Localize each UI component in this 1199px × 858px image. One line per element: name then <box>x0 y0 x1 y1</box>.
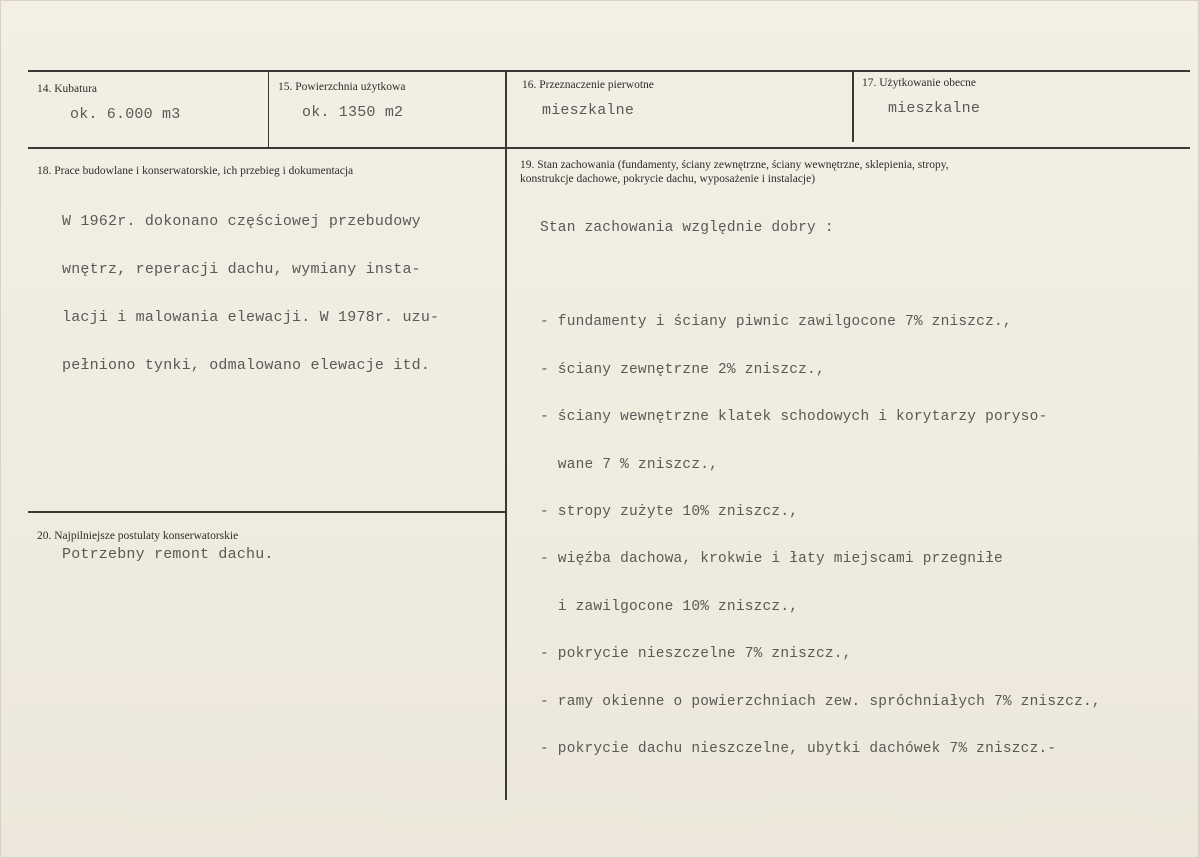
prace-line: lacji i malowania elewacji. W 1978r. uzu- <box>62 309 440 326</box>
stan-line: - pokrycie dachu nieszczelne, ubytki dachówek 7% zniszcz.- <box>540 740 1057 757</box>
prace-label: 18. Prace budowlane i konserwatorskie, ich przebieg i dokumentacja <box>37 165 354 177</box>
stan-line: - stropy zużyte 10% zniszcz., <box>540 503 799 520</box>
stan-label-line2: konstrukcje dachowe, pokrycie dachu, wyposażenie i instalacje) <box>520 173 816 185</box>
row-divider <box>28 147 1190 149</box>
kubatura-value: ok. 6.000 m3 <box>70 106 181 123</box>
prace-line: W 1962r. dokonano częściowej przebudowy <box>62 213 421 230</box>
prace-text <box>62 182 439 406</box>
postulaty-value: Potrzebny remont dachu. <box>62 546 274 563</box>
stan-line: - fundamenty i ściany piwnic zawilgocone 7% zniszcz., <box>540 314 1012 331</box>
stan-line: - więźba dachowa, krokwie i łaty miejscami przegniłe <box>540 551 1003 568</box>
stan-line <box>540 268 1101 284</box>
powierzchnia-value: ok. 1350 m2 <box>302 104 404 121</box>
postulaty-label: 20. Najpilniejsze postulaty konserwatorskie <box>37 530 239 542</box>
przeznaczenie-label: 16. Przeznaczenie pierwotne <box>522 79 654 91</box>
przeznaczenie-value: mieszkalne <box>542 102 635 119</box>
prace-line: wnętrz, reperacji dachu, wymiany insta- <box>62 261 421 278</box>
section-divider-18-20 <box>28 511 506 513</box>
stan-line: - ramy okienne o powierzchniach zew. spróchniałych 7% zniszcz., <box>540 693 1101 710</box>
top-rule <box>28 70 1190 72</box>
stan-line: wane 7 % zniszcz., <box>540 456 719 473</box>
stan-line: - ściany wewnętrzne klatek schodowych i korytarzy poryso- <box>540 409 1048 426</box>
powierzchnia-label: 15. Powierzchnia użytkowa <box>278 81 406 93</box>
stan-line: Stan zachowania względnie dobry : <box>540 219 834 236</box>
col-divider-1 <box>268 70 269 148</box>
uzytkowanie-value: mieszkalne <box>888 100 981 117</box>
col-divider-3 <box>852 70 854 142</box>
stan-text <box>540 189 1101 789</box>
stan-line: - pokrycie nieszczelne 7% zniszcz., <box>540 646 852 663</box>
stan-label-line1: 19. Stan zachowania (fundamenty, ściany zewnętrzne, ściany wewnętrzne, sklepienia, stropy, <box>520 159 949 171</box>
col-divider-2 <box>505 70 507 800</box>
stan-line: i zawilgocone 10% zniszcz., <box>540 598 799 615</box>
uzytkowanie-label: 17. Użytkowanie obecne <box>862 77 977 89</box>
stan-line: - ściany zewnętrzne 2% zniszcz., <box>540 361 825 378</box>
prace-line: pełniono tynki, odmalowano elewacje itd. <box>62 357 431 374</box>
kubatura-label: 14. Kubatura <box>37 83 98 95</box>
